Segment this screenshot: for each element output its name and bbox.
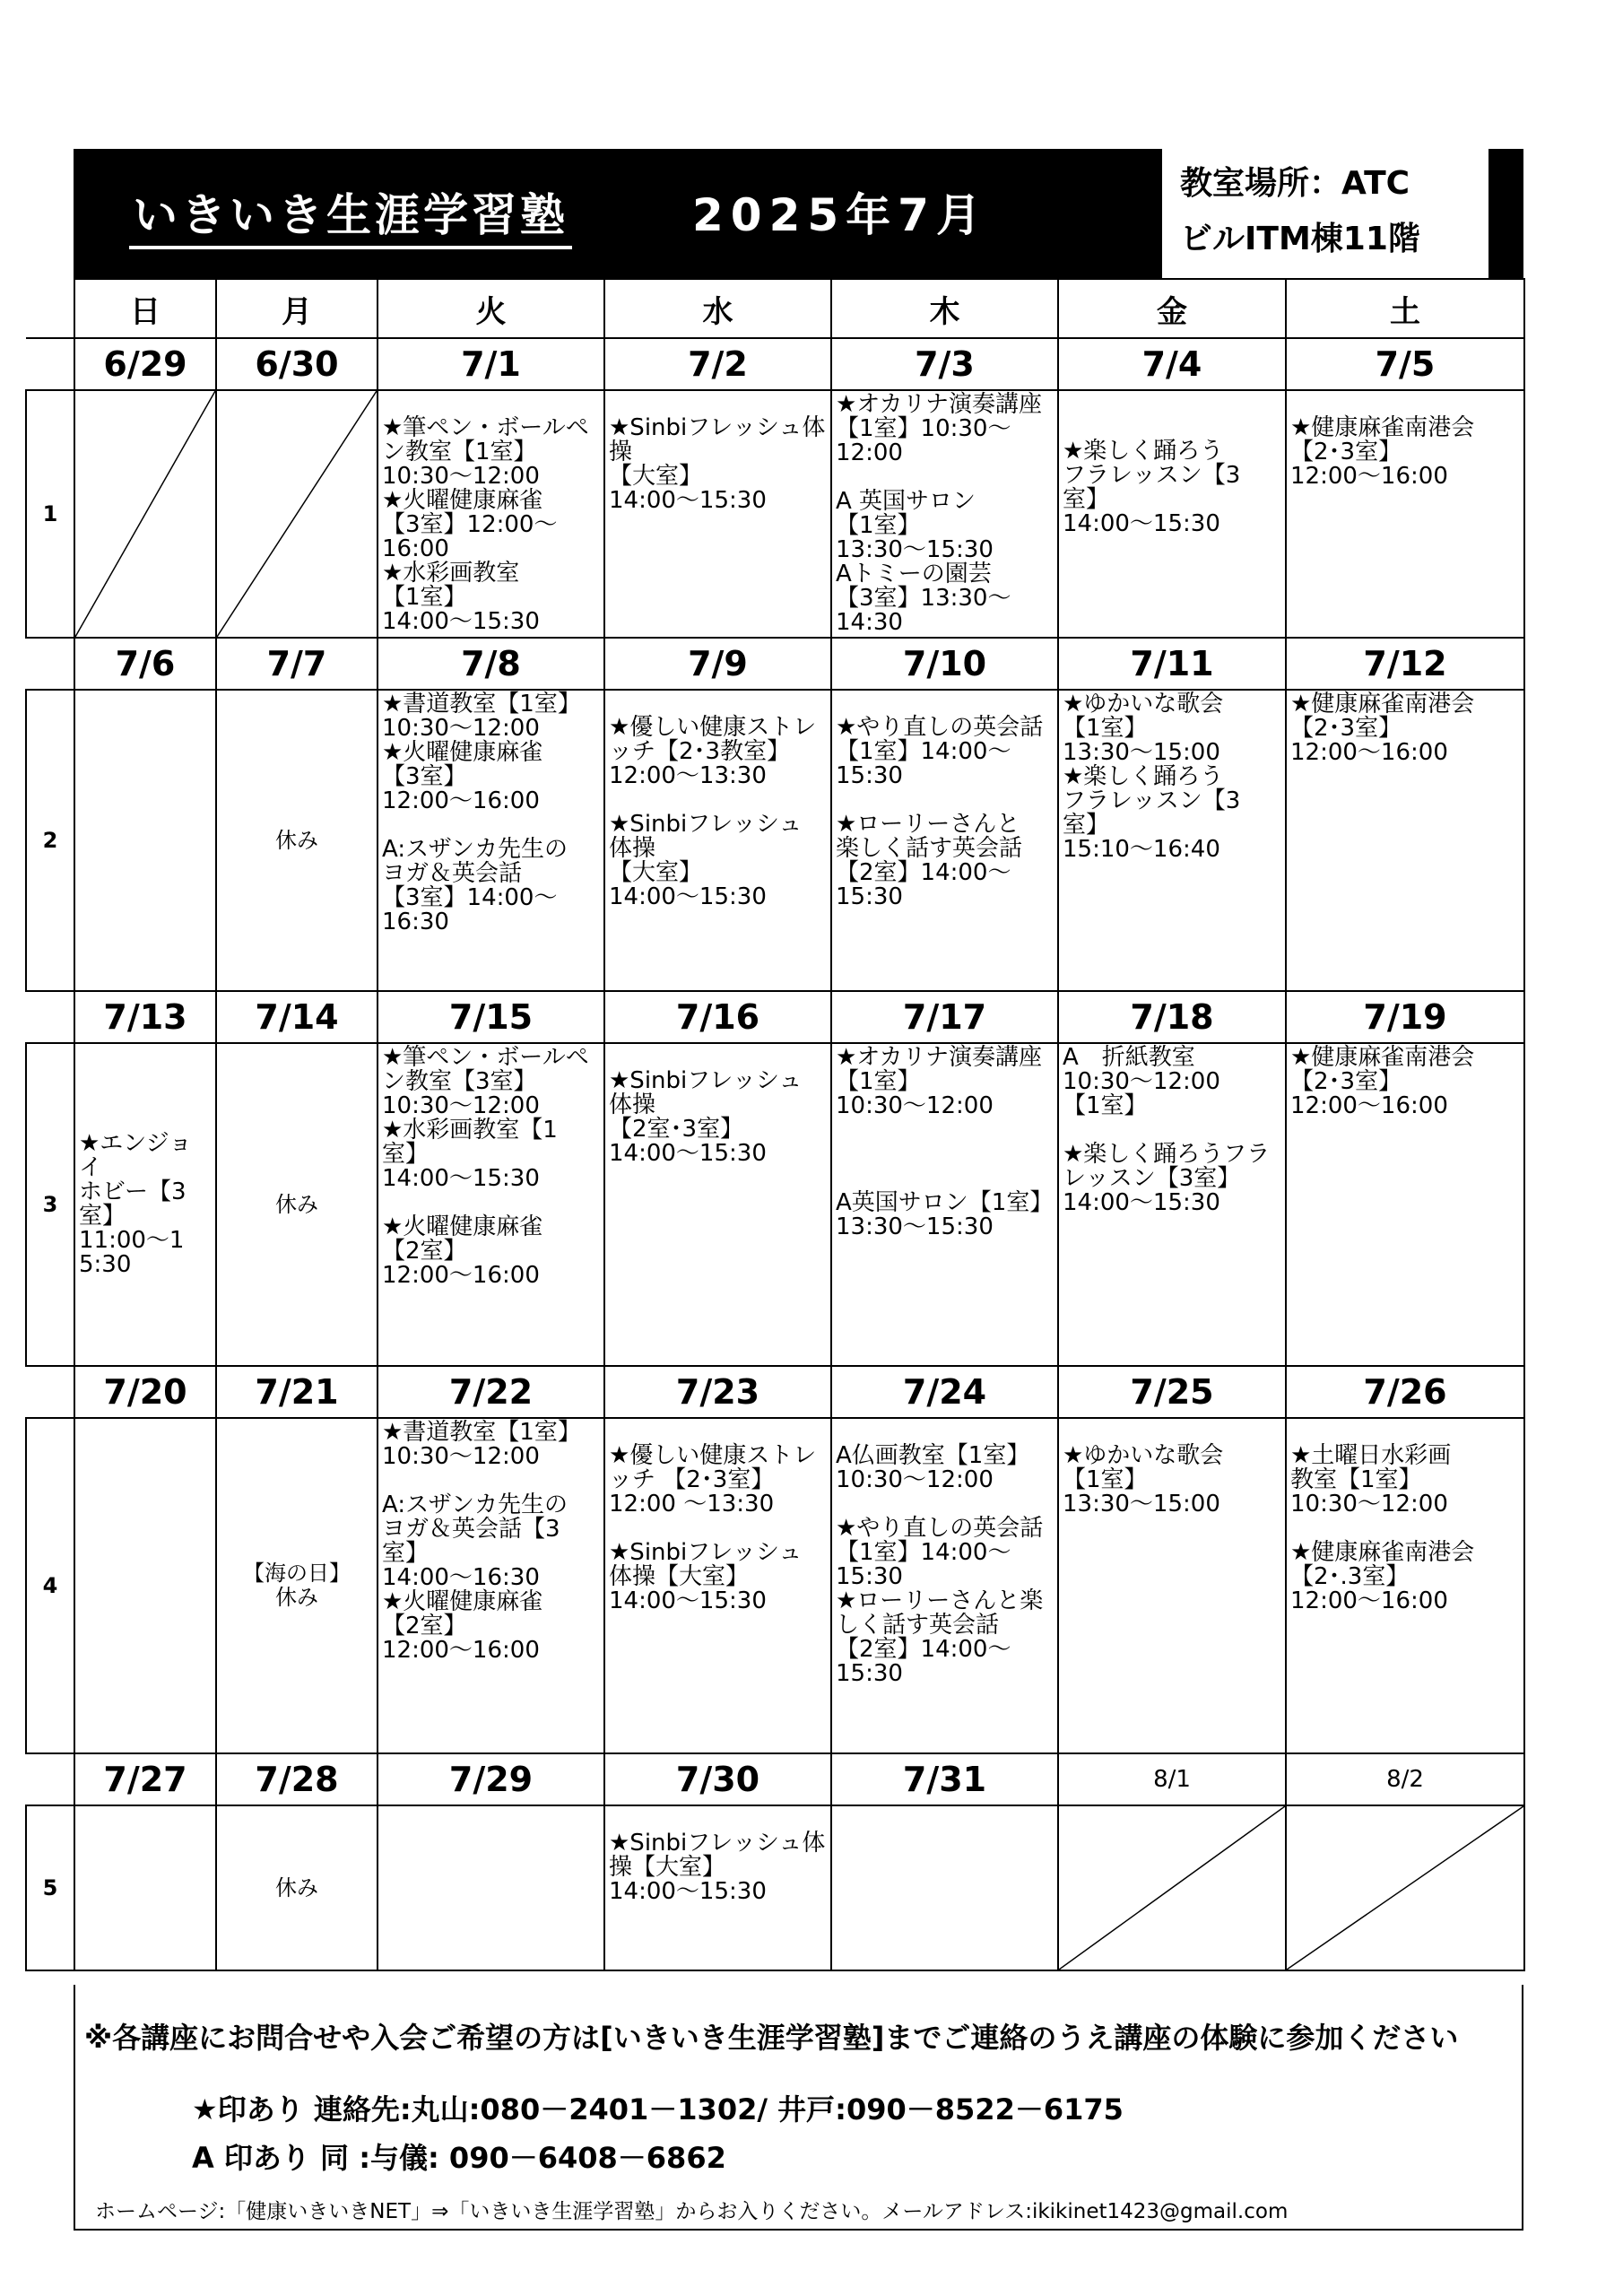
date-row <box>26 1366 1524 1418</box>
date-cell: 8/2 <box>1286 1753 1524 1805</box>
event-text: ★健康麻雀南港会 【2･3室】 12:00～16:00 <box>1290 414 1475 490</box>
date-cell: 8/1 <box>1058 1753 1286 1805</box>
footer-box <box>74 1985 1523 2231</box>
event-text: ★健康麻雀南港会 【2･3室】 12:00～16:00 <box>1290 1044 1475 1119</box>
date-cell: 7/13 <box>74 991 216 1043</box>
row-blank <box>26 338 74 390</box>
footer-homepage: ホームページ:「健康いきいきNET」⇒「いきいき生涯学習塾」からお入りください。メールアドレス:ikikinet1423@gmail.com <box>95 2200 1289 2223</box>
event-text: ★楽しく踊ろう フラレッスン【3室】 14:00～15:30 <box>1063 438 1241 537</box>
date-cell: 7/24 <box>831 1366 1058 1418</box>
day-cell <box>831 390 1058 638</box>
weekday-sat: 土 <box>1286 279 1524 338</box>
week-label: 3 <box>26 1043 74 1366</box>
date-cell: 7/12 <box>1286 638 1524 690</box>
day-cell <box>831 1805 1058 1970</box>
day-cell <box>1286 390 1524 638</box>
day-cell <box>604 690 831 991</box>
day-cell <box>74 1043 216 1366</box>
day-cell <box>831 1418 1058 1753</box>
day-cell <box>378 690 604 991</box>
date-cell: 7/29 <box>378 1753 604 1805</box>
corner-blank <box>26 279 74 338</box>
week-label: 4 <box>26 1418 74 1753</box>
day-cell <box>74 1418 216 1753</box>
weekday-wed: 水 <box>604 279 831 338</box>
location-line-2: ビルITM棟11階 <box>1180 221 1420 257</box>
holiday-text: 【海の日】 休み <box>243 1561 351 1610</box>
event-text: ★健康麻雀南港会 【2･3室】 12:00～16:00 <box>1290 691 1475 766</box>
day-cell <box>1058 1043 1286 1366</box>
date-cell: 6/30 <box>216 338 378 390</box>
row-blank <box>26 1753 74 1805</box>
event-text: ★優しい健康ストレッチ 【2･3室】 12:00 ～13:30 ★Sinbiフレッシュ 体操【大室】 14:00～15:30 <box>609 1442 817 1614</box>
date-cell: 7/25 <box>1058 1366 1286 1418</box>
day-cell <box>74 1805 216 1970</box>
event-text: ★やり直しの英会話 【1室】14:00～15:30 ★ローリーさんと 楽しく話す英会話 【2室】14:00～15:30 <box>836 714 1044 910</box>
location-line-1: 教室場所：ATC <box>1180 165 1410 202</box>
month-title: 2025年7月 <box>692 189 988 241</box>
date-cell: 7/14 <box>216 991 378 1043</box>
weekday-tue: 火 <box>378 279 604 338</box>
weekday-mon: 月 <box>216 279 378 338</box>
week-label: 5 <box>26 1805 74 1970</box>
date-cell: 7/3 <box>831 338 1058 390</box>
event-text: ★土曜日水彩画 教室【1室】 10:30～12:00 ★健康麻雀南港会 【2･.3室】 12:00～16:00 <box>1290 1442 1475 1614</box>
date-cell: 6/29 <box>74 338 216 390</box>
date-row <box>26 1753 1524 1805</box>
event-text: ★Sinbiフレッシュ体操【大室】 14:00～15:30 <box>609 1830 826 1905</box>
date-cell: 7/2 <box>604 338 831 390</box>
date-cell: 7/27 <box>74 1753 216 1805</box>
day-cell <box>1286 1418 1524 1753</box>
empty-day-cell <box>216 390 378 638</box>
event-row <box>26 690 1524 991</box>
holiday-text: 休み <box>275 1874 318 1900</box>
date-cell: 7/7 <box>216 638 378 690</box>
row-blank <box>26 1366 74 1418</box>
day-cell <box>216 690 378 991</box>
date-cell: 7/19 <box>1286 991 1524 1043</box>
event-text: A仏画教室【1室】 10:30～12:00 ★やり直しの英会話 【1室】14:00～15:30 ★ローリーさんと楽しく話す英会話 【2室】14:00～15:30 <box>836 1442 1044 1687</box>
weekday-sun: 日 <box>74 279 216 338</box>
day-cell <box>1286 690 1524 991</box>
weekday-row <box>26 279 1524 338</box>
date-cell: 7/15 <box>378 991 604 1043</box>
event-row <box>26 1043 1524 1366</box>
event-text: ★書道教室【1室】 10:30～12:00 A:スザンカ先生の ヨガ＆英会話【3室】 14:00～16:30 ★火曜健康麻雀 【2室】 12:00～16:00 <box>382 1419 581 1664</box>
event-text: ★ゆかいな歌会 【1室】 13:30～15:00 <box>1063 1442 1224 1518</box>
day-cell <box>378 1418 604 1753</box>
event-text: ★優しい健康ストレッチ【2･3教室】 12:00～13:30 ★Sinbiフレッシュ 体操 【大室】 14:00～15:30 <box>609 714 817 910</box>
date-cell: 7/17 <box>831 991 1058 1043</box>
date-cell: 7/20 <box>74 1366 216 1418</box>
date-cell: 7/9 <box>604 638 831 690</box>
date-cell: 7/31 <box>831 1753 1058 1805</box>
day-cell <box>831 1043 1058 1366</box>
date-cell: 7/1 <box>378 338 604 390</box>
date-cell: 7/4 <box>1058 338 1286 390</box>
day-cell <box>604 1805 831 1970</box>
calendar-table <box>25 278 1525 1971</box>
date-cell: 7/8 <box>378 638 604 690</box>
day-cell <box>1058 690 1286 991</box>
event-text: ★筆ペン・ボールペン教室【1室】10:30～12:00 ★火曜健康麻雀 【3室】12:00～16:00 ★水彩画教室 【1室】 14:00～15:30 <box>382 414 589 635</box>
date-cell: 7/5 <box>1286 338 1524 390</box>
slash-mark <box>1287 1806 1523 1970</box>
event-row <box>26 1418 1524 1753</box>
date-cell: 7/10 <box>831 638 1058 690</box>
holiday-text: 休み <box>275 827 318 853</box>
day-cell <box>604 1418 831 1753</box>
day-cell <box>1058 390 1286 638</box>
date-cell: 7/18 <box>1058 991 1286 1043</box>
day-cell <box>216 1418 378 1753</box>
day-cell <box>378 390 604 638</box>
empty-day-cell <box>1058 1805 1286 1970</box>
event-text: ★書道教室【1室】 10:30～12:00 ★火曜健康麻雀 【3室】 12:00～16:00 A:スザンカ先生の ヨガ＆英会話 【3室】14:00～16:30 <box>382 691 581 935</box>
date-cell: 7/26 <box>1286 1366 1524 1418</box>
empty-day-cell <box>1286 1805 1524 1970</box>
day-cell <box>216 1043 378 1366</box>
day-cell <box>604 1043 831 1366</box>
date-row <box>26 338 1524 390</box>
date-cell: 7/6 <box>74 638 216 690</box>
empty-day-cell <box>74 390 216 638</box>
date-cell: 7/23 <box>604 1366 831 1418</box>
date-cell: 7/16 <box>604 991 831 1043</box>
row-blank <box>26 991 74 1043</box>
day-cell <box>378 1043 604 1366</box>
event-text: A 折紙教室 10:30～12:00 【1室】 ★楽しく踊ろうフラ レッスン【3室】 14:00～15:30 <box>1063 1044 1271 1216</box>
event-row <box>26 390 1524 638</box>
location-box <box>1157 149 1488 278</box>
day-cell <box>604 390 831 638</box>
date-cell: 7/28 <box>216 1753 378 1805</box>
slash-mark <box>1059 1806 1285 1970</box>
holiday-text: 休み <box>275 1191 318 1217</box>
event-text: ★オカリナ演奏講座 【1室】10:30～12:00 A 英国サロン 【1室】 13:30～15:30 Aトミーの園芸 【3室】13:30～14:30 <box>836 391 1043 636</box>
row-blank <box>26 638 74 690</box>
event-text: ★Sinbiフレッシュ 体操 【2室･3室】 14:00～15:30 <box>609 1067 803 1167</box>
footer-note: ※各講座にお問合せや入会ご希望の方は[いきいき生涯学習塾]までご連絡のうえ講座の体験に参加ください <box>84 2021 1459 2055</box>
day-cell <box>378 1805 604 1970</box>
date-row <box>26 638 1524 690</box>
event-text: ★エンジョイ ホビー【3室】 11:00～1 5:30 <box>79 1130 193 1278</box>
slash-mark <box>217 391 377 637</box>
date-cell: 7/22 <box>378 1366 604 1418</box>
date-cell: 7/11 <box>1058 638 1286 690</box>
event-text: ★筆ペン・ボールペン教室【3室】 10:30～12:00 ★水彩画教室【1室】 14:00～15:30 ★火曜健康麻雀 【2室】 12:00～16:00 <box>382 1044 589 1289</box>
footer-contact-a: A 印あり 同 :与儀: 090－6408－6862 <box>192 2141 726 2175</box>
weekday-thu: 木 <box>831 279 1058 338</box>
page-title: いきいき生涯学習塾 <box>129 179 572 249</box>
day-cell <box>74 690 216 991</box>
week-label: 2 <box>26 690 74 991</box>
event-row <box>26 1805 1524 1970</box>
week-label: 1 <box>26 390 74 638</box>
day-cell <box>1286 1043 1524 1366</box>
day-cell <box>216 1805 378 1970</box>
footer-contact-star: ★印あり 連絡先:丸山:080－2401－1302/ 井戸:090－8522－6175 <box>192 2092 1124 2126</box>
date-cell: 7/21 <box>216 1366 378 1418</box>
date-cell: 7/30 <box>604 1753 831 1805</box>
slash-mark <box>75 391 215 637</box>
date-row <box>26 991 1524 1043</box>
event-text: ★ゆかいな歌会 【1室】 13:30～15:00 ★楽しく踊ろう フラレッスン【3室】 15:10～16:40 <box>1063 691 1241 863</box>
event-text: ★オカリナ演奏講座 【1室】 10:30～12:00 A英国サロン【1室】 13:30～15:30 <box>836 1044 1054 1240</box>
day-cell <box>1058 1418 1286 1753</box>
event-text: ★Sinbiフレッシュ体操 【大室】 14:00～15:30 <box>609 414 826 514</box>
day-cell <box>831 690 1058 991</box>
weekday-fri: 金 <box>1058 279 1286 338</box>
